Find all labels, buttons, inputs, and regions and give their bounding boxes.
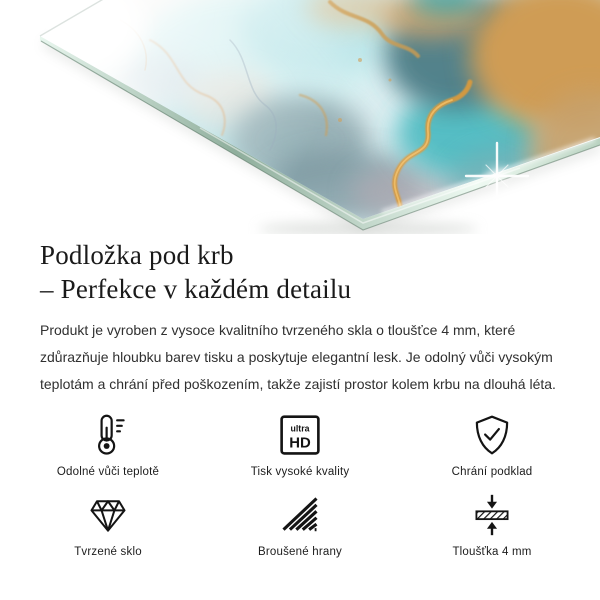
glass-panel-illustration <box>0 0 600 234</box>
product-description: Produkt je vyroben z vysoce kvalitního tvrzeného skla o tloušťce 4 mm, které zdůrazňuje hloubku barev tisku a poskytuje elegantní lesk. Je odolný vůči vysokým teplotám a chrání před poškozením, takže zajistí prostor kolem krbu na dlouhá léta. <box>40 322 556 392</box>
ultra-hd-icon <box>279 411 321 458</box>
feature-label: Chrání podklad <box>451 466 533 478</box>
page-title-line1: Podložka pod krb <box>40 240 234 270</box>
feature-label: Broušené hrany <box>258 546 342 558</box>
hero-product-image <box>0 0 600 234</box>
thermometer-icon <box>86 411 130 458</box>
feature-label: Tisk vysoké kvality <box>250 466 350 478</box>
product-info-section <box>0 238 600 398</box>
feature-polished-edges <box>204 491 396 558</box>
feature-protects-surface <box>396 411 588 478</box>
feature-label: Odolné vůči teplotě <box>56 466 160 478</box>
feature-label: Tloušťka 4 mm <box>452 546 532 558</box>
shield-check-icon <box>470 411 514 458</box>
feature-heat-resistant <box>12 411 204 478</box>
page-title <box>40 238 560 306</box>
feature-tempered-glass <box>12 491 204 558</box>
feature-thickness <box>396 491 588 558</box>
marble-artwork <box>0 0 600 234</box>
feature-print-quality <box>204 411 396 478</box>
feature-grid <box>0 411 600 558</box>
thickness-icon <box>470 491 514 538</box>
diamond-icon <box>85 491 131 538</box>
beveled-edges-icon <box>278 491 322 538</box>
ultra-hd-icon-text-bottom: HD <box>289 434 311 451</box>
page-title-line2: – Perfekce v každém detailu <box>40 274 352 304</box>
ultra-hd-icon-text-top: ultra <box>290 423 310 433</box>
feature-label: Tvrzené sklo <box>74 546 142 558</box>
